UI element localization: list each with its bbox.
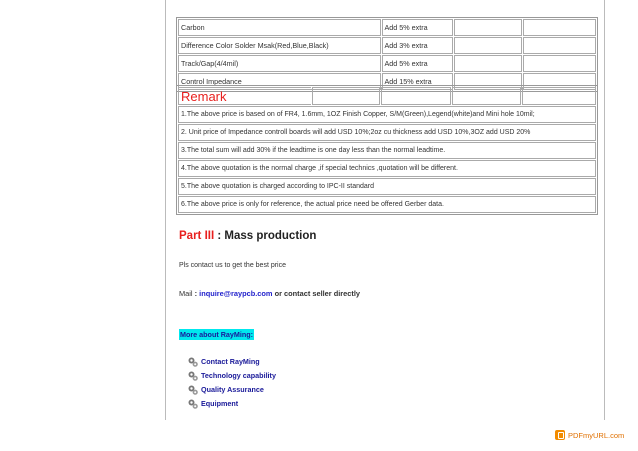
content-frame-left bbox=[165, 0, 166, 420]
mail-colon: : bbox=[194, 289, 198, 298]
remark-item: 6.The above price is only for reference, the actual price need be offered Gerber data. bbox=[178, 196, 596, 213]
link-label: Technology capability bbox=[201, 370, 276, 380]
price-value: Add 5% extra bbox=[382, 55, 453, 72]
price-value: Add 3% extra bbox=[382, 37, 453, 54]
price-value: Add 5% extra bbox=[382, 19, 453, 36]
remark-item: 5.The above quotation is charged according to IPC-II standard bbox=[178, 178, 596, 195]
footer-text: PDFmyURL.com bbox=[568, 430, 625, 440]
mail-tail: or contact seller directly bbox=[274, 289, 360, 298]
price-item: Carbon bbox=[178, 19, 381, 36]
link-label: Equipment bbox=[201, 398, 239, 408]
mail-label: Mail bbox=[179, 289, 193, 298]
gear-icon bbox=[187, 383, 199, 395]
remark-item: 1.The above price is based on of FR4, 1.6mm, 1OZ Finish Copper, S/M(Green),Legend(white)and Mini hole 10mil; bbox=[178, 106, 596, 123]
more-about-heading: More about RayMing: bbox=[180, 330, 254, 339]
remark-item: 3.The total sum will add 30% if the leadtime is one day less than the normal leadtime. bbox=[178, 142, 596, 159]
link-label: Quality Assurance bbox=[201, 384, 264, 394]
table-row bbox=[178, 19, 596, 36]
link-list bbox=[187, 354, 276, 410]
price-item: Difference Color Solder Msak(Red,Blue,Black) bbox=[178, 37, 381, 54]
table-row bbox=[178, 37, 596, 54]
empty-cell bbox=[523, 55, 596, 72]
remark-row bbox=[178, 142, 596, 159]
section-title-part: Part III bbox=[179, 230, 215, 242]
content-frame-right bbox=[604, 0, 605, 420]
remark-row bbox=[178, 124, 596, 141]
empty-cell bbox=[454, 37, 523, 54]
remark-row bbox=[178, 106, 596, 123]
remark-row bbox=[178, 196, 596, 213]
contact-text: Pls contact us to get the best price bbox=[179, 262, 287, 269]
pdf-icon bbox=[555, 430, 565, 440]
empty-cell bbox=[452, 87, 522, 105]
link-quality-assurance[interactable] bbox=[187, 382, 276, 396]
remark-item: 2. Unit price of Impedance controll boards will add USD 10%;2oz cu thickness add USD 10%,3OZ add USD 20% bbox=[178, 124, 596, 141]
empty-cell bbox=[381, 87, 451, 105]
remark-title: Remark bbox=[178, 87, 311, 105]
link-label: Contact RayMing bbox=[201, 356, 260, 366]
gear-icon bbox=[187, 397, 199, 409]
empty-cell bbox=[522, 87, 596, 105]
link-equipment[interactable] bbox=[187, 396, 276, 410]
price-item: Track/Gap(4/4mil) bbox=[178, 55, 381, 72]
link-contact-rayming[interactable] bbox=[187, 354, 276, 368]
empty-cell bbox=[454, 55, 523, 72]
table-row bbox=[178, 55, 596, 72]
link-technology-capability[interactable] bbox=[187, 368, 276, 382]
empty-cell bbox=[454, 19, 523, 36]
empty-cell bbox=[523, 37, 596, 54]
empty-cell bbox=[312, 87, 380, 105]
remark-header-row bbox=[178, 87, 596, 105]
gear-icon bbox=[187, 369, 199, 381]
remark-table bbox=[176, 85, 598, 215]
mail-line bbox=[179, 289, 360, 298]
price-item: Control Impedance bbox=[178, 73, 381, 90]
section-title bbox=[179, 230, 316, 242]
remark-row bbox=[178, 160, 596, 177]
email-link[interactable]: inquire@raypcb.com bbox=[199, 289, 273, 298]
price-table bbox=[176, 17, 598, 92]
price-value: Add 15% extra bbox=[382, 73, 453, 90]
remark-item: 4.The above quotation is the normal charge ,if special technics ,quotation will be different. bbox=[178, 160, 596, 177]
footer-brand[interactable] bbox=[555, 430, 624, 440]
empty-cell bbox=[523, 19, 596, 36]
gear-icon bbox=[187, 355, 199, 367]
remark-row bbox=[178, 178, 596, 195]
section-title-text: : Mass production bbox=[217, 230, 317, 242]
